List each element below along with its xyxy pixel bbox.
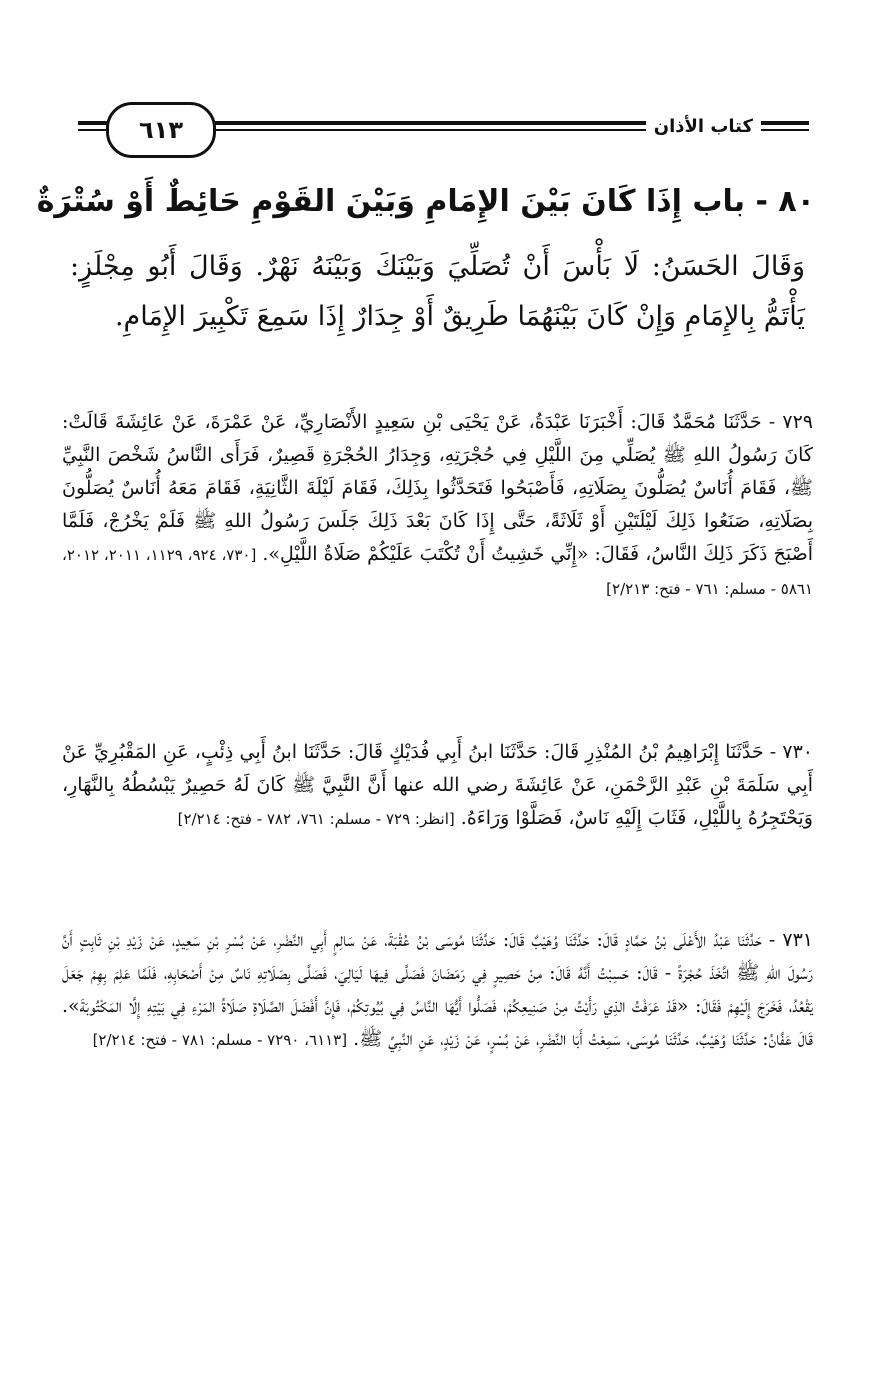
page-number-badge	[106, 102, 216, 158]
header-rule	[78, 121, 108, 125]
hadith-text: ٧٣٠ - حَدَّثَنَا إِبْرَاهِيمُ بْنُ المُنْذِرِ قَالَ: حَدَّثَنَا ابنُ أَبِي فُدَيْكٍ قَالَ: حَدَّثَنَا ابنُ أَبِي ذِئْبٍ، عَنِ المَقْبُرِيِّ عَنْ أَبِي سَلَمَةَ بْنِ عَبْدِ الرَّحْمَنِ، عَنْ عَائِشَةَ رضي الله عنها أَنَّ النَّبِيَّ ﷺ كَانَ لَهُ حَصِيرٌ يَبْسُطُهُ بِالنَّهَارِ، وَيَحْتَجِرُهُ بِاللَّيْلِ، فَثَابَ إِلَيْهِ نَاسٌ، فَصَلَّوْا وَرَاءَهُ.	[62, 741, 813, 829]
page-number: ٦١٣	[139, 116, 183, 144]
hadith-reference: [انظر: ٧٢٩ - مسلم: ٧٦١، ٧٨٢ - فتح: ٢/٢١٤]	[177, 810, 455, 828]
hadith-text: ٧٣١ - حَدَّثَنَا عَبْدُ الأَعْلَى بْنُ حَمَّادٍ قَالَ: حَدَّثَنَا وُهَيْبٌ قَالَ: حَدَّثَنَا مُوسَى بْنُ عُقْبَةَ، عَنْ سَالِمٍ أَبِي النَّضْرِ، عَنْ بُسْرِ بْنِ سَعِيدٍ، عَنْ زَيْدِ بْنِ ثَابِتٍ أَنَّ رَسُولَ اللهِ ﷺ اتَّخَذَ حُجْرَةً - قَالَ: حَسِبْتُ أَنَّهُ قَالَ: مِنْ حَصِيرٍ فِي رَمَضَانَ فَصَلَّى فِيهَا لَيَالِيَ، فَصَلَّى بِصَلَاتِهِ نَاسٌ مِنْ أَصْحَابِهِ، فَلَمَّا عَلِمَ بِهِمْ جَعَلَ يَقْعُدُ، فَخَرَجَ إِلَيْهِمْ فَقَالَ: «قَدْ عَرَفْتُ الذِي رَأَيْتُ مِنْ صَنِيعِكُمْ، فَصَلُّوا أَيُّهَا النَّاسُ فِي بُيُوتِكُمْ، فَإِنَّ أَفْضَلَ الصَّلَاةِ صَلَاةُ المَرْءِ فِي بَيْتِهِ إِلَّا المَكْتُوبَةَ». قَالَ عَفَّانُ: حَدَّثَنَا وُهَيْبٌ، حَدَّثَنَا مُوسَى، سَمِعْتُ أَبَا النَّضْرِ، عَنْ بُسْرٍ، عَنْ زَيْدٍ، عَنِ النَّبِيِّ ﷺ.	[62, 929, 813, 1050]
header-rule	[78, 129, 108, 131]
intro-text: وَقَالَ الحَسَنُ: لَا بَأْسَ أَنْ تُصَلِّيَ وَبَيْنَكَ وَبَيْنَهُ نَهْرٌ. وَقَالَ أَبُو مِجْلَزٍ: يَأْتَمُّ بِالإِمَامِ وَإِنْ كَانَ بَيْنَهُمَا طَرِيقٌ أَوْ جِدَارٌ إِذَا سَمِعَ تَكْبِيرَ الإِمَامِ.	[70, 251, 805, 332]
running-title: كتاب الأذان	[646, 116, 761, 137]
page-header	[78, 100, 809, 160]
hadith-reference: [٧٣٠، ٩٢٤، ١١٢٩، ٢٠١١، ٢٠١٢، ٥٨٦١ - مسلم: ٧٦١ - فتح: ٢/٢١٣]	[62, 546, 813, 598]
chapter-title: ٨٠ - باب إِذَا كَانَ بَيْنَ الإِمَامِ وَبَيْنَ القَوْمِ حَائِطٌ أَوْ سُتْرَةٌ	[36, 184, 815, 219]
hadith-730	[62, 736, 813, 836]
hadith-731	[62, 924, 813, 1057]
hadith-reference: [٦١١٣، ٧٢٩٠ - مسلم: ٧٨١ - فتح: ٢/٢١٤]	[92, 1031, 348, 1049]
chapter-intro	[70, 242, 805, 342]
hadith-729	[62, 406, 813, 606]
hadith-text: ٧٢٩ - حَدَّثَنَا مُحَمَّدٌ قَالَ: أَخْبَرَنَا عَبْدَةُ، عَنْ يَحْيَى بْنِ سَعِيدٍ الأَنْصَارِيِّ، عَنْ عَمْرَةَ، عَنْ عَائِشَةَ قَالَتْ: كَانَ رَسُولُ اللهِ ﷺ يُصَلِّي مِنَ اللَّيْلِ فِي حُجْرَتِهِ، وَجِدَارُ الحُجْرَةِ قَصِيرٌ، فَرَأَى النَّاسُ شَخْصَ النَّبِيِّ ﷺ، فَقَامَ أُنَاسٌ يُصَلُّونَ بِصَلَاتِهِ، فَأَصْبَحُوا فَتَحَدَّثُوا بِذَلِكَ، فَقَامَ لَيْلَةَ الثَّانِيَةِ، فَقَامَ مَعَهُ أُنَاسٌ يُصَلُّونَ بِصَلَاتِهِ، صَنَعُوا ذَلِكَ لَيْلَتَيْنِ أَوْ ثَلَاثَةً، حَتَّى إِذَا كَانَ بَعْدَ ذَلِكَ جَلَسَ رَسُولُ اللهِ ﷺ فَلَمْ يَخْرُجْ، فَلَمَّا أَصْبَحَ ذَكَرَ ذَلِكَ النَّاسُ، فَقَالَ: «إِنِّي خَشِيتُ أَنْ تُكْتَبَ عَلَيْكُمْ صَلَاةُ اللَّيْلِ».	[62, 411, 814, 565]
